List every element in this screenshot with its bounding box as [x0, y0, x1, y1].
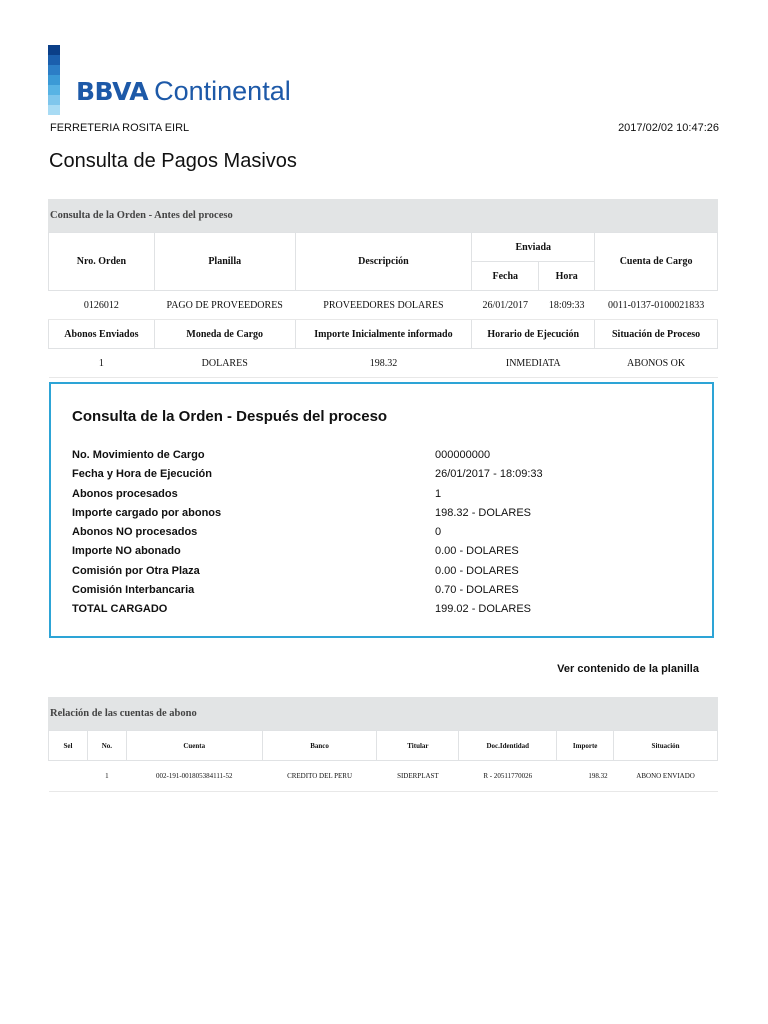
detail-label: Fecha y Hora de Ejecución	[72, 468, 212, 481]
before-process-table	[48, 232, 718, 378]
col-moneda-cargo: Moneda de Cargo	[154, 320, 295, 349]
cell-descripcion: PROVEEDORES DOLARES	[295, 291, 472, 320]
view-planilla-link[interactable]: Ver contenido de la planilla	[557, 663, 699, 675]
logo-continental: Continental	[154, 76, 291, 106]
detail-label: TOTAL CARGADO	[72, 603, 168, 616]
detail-row	[72, 526, 692, 545]
detail-value: 0.00 - DOLARES	[435, 545, 519, 558]
cell-importe: 198.32	[557, 761, 614, 792]
cell-moneda-cargo: DOLARES	[154, 349, 295, 378]
cell-titular: SIDERPLAST	[377, 761, 459, 792]
detail-row	[72, 449, 692, 468]
col-planilla: Planilla	[154, 233, 295, 291]
logo-text	[76, 75, 291, 112]
detail-row	[72, 565, 692, 584]
after-process-title: Consulta de la Orden - Después del proceso	[72, 408, 388, 425]
detail-row	[72, 584, 692, 603]
logo-bar	[48, 55, 60, 65]
col-doc-identidad: Doc.Identidad	[459, 731, 557, 761]
col-enviada: Enviada	[472, 233, 595, 262]
cell-hora: 18:09:33	[539, 291, 595, 320]
detail-value: 199.02 - DOLARES	[435, 603, 531, 616]
detail-row	[72, 507, 692, 526]
detail-value: 1	[435, 487, 442, 500]
logo-bar	[48, 75, 60, 85]
col-hora: Hora	[539, 262, 595, 291]
table-row	[49, 349, 718, 378]
detail-label: Importe NO abonado	[72, 545, 181, 558]
col-situacion-proceso: Situación de Proceso	[595, 320, 718, 349]
col-banco: Banco	[262, 731, 377, 761]
detail-value: 0.00 - DOLARES	[435, 564, 519, 577]
col-horario-ejecucion: Horario de Ejecución	[472, 320, 595, 349]
detail-value: 0	[435, 526, 442, 539]
company-name: FERRETERIA ROSITA EIRL	[50, 122, 190, 134]
after-process-panel	[49, 382, 714, 638]
detail-row	[72, 545, 692, 564]
cell-situacion-proceso: ABONOS OK	[595, 349, 718, 378]
cell-abonos-enviados: 1	[49, 349, 155, 378]
logo-bar	[48, 105, 60, 115]
detail-row	[72, 488, 692, 507]
cell-no: 1	[87, 761, 126, 792]
before-process-title: Consulta de la Orden - Antes del proceso	[48, 199, 718, 232]
detail-value: 0.70 - DOLARES	[435, 584, 519, 597]
cell-horario-ejecucion: INMEDIATA	[472, 349, 595, 378]
cell-importe-inicial: 198.32	[295, 349, 472, 378]
relacion-table	[48, 730, 718, 792]
report-datetime: 2017/02/02 10:47:26	[618, 122, 719, 134]
relacion-panel	[48, 697, 718, 792]
col-importe: Importe	[557, 731, 614, 761]
cell-cuenta-cargo: 0011-0137-0100021833	[595, 291, 718, 320]
col-cuenta: Cuenta	[126, 731, 262, 761]
col-abonos-enviados: Abonos Enviados	[49, 320, 155, 349]
logo-bar	[48, 95, 60, 105]
cell-sel[interactable]	[49, 761, 88, 792]
col-descripcion: Descripción	[295, 233, 472, 291]
detail-label: Abonos NO procesados	[72, 526, 198, 539]
detail-label: Comisión por Otra Plaza	[72, 564, 200, 577]
detail-label: Abonos procesados	[72, 487, 178, 500]
detail-label: Comisión Interbancaria	[72, 584, 195, 597]
logo-bar	[48, 45, 60, 55]
detail-value: 000000000	[435, 449, 491, 461]
logo-bar	[48, 85, 60, 95]
col-nro-orden: Nro. Orden	[49, 233, 155, 291]
detail-label: Importe cargado por abonos	[72, 506, 222, 519]
relacion-title: Relación de las cuentas de abono	[48, 697, 718, 730]
logo-bars-icon	[48, 45, 60, 115]
col-situacion: Situación	[614, 731, 718, 761]
col-sel: Sel	[49, 731, 88, 761]
cell-banco: CREDITO DEL PERU	[262, 761, 377, 792]
logo-bbva: BBVA	[76, 77, 149, 106]
page-title: Consulta de Pagos Masivos	[49, 150, 297, 172]
detail-value: 198.32 - DOLARES	[435, 506, 531, 519]
col-importe-inicial: Importe Inicialmente informado	[295, 320, 472, 349]
table-row	[49, 761, 718, 792]
logo-bar	[48, 65, 60, 75]
cell-doc-identidad: R - 20511770026	[459, 761, 557, 792]
detail-row	[72, 468, 692, 487]
cell-nro-orden: 0126012	[49, 291, 155, 320]
col-cuenta-cargo: Cuenta de Cargo	[595, 233, 718, 291]
col-no: No.	[87, 731, 126, 761]
before-process-panel	[48, 199, 718, 378]
col-titular: Titular	[377, 731, 459, 761]
col-fecha: Fecha	[472, 262, 539, 291]
cell-planilla: PAGO DE PROVEEDORES	[154, 291, 295, 320]
detail-value: 26/01/2017 - 18:09:33	[435, 468, 543, 481]
detail-label: No. Movimiento de Cargo	[72, 449, 205, 461]
detail-row	[72, 603, 692, 622]
table-row	[49, 291, 718, 320]
after-process-list	[72, 449, 692, 623]
cell-situacion: ABONO ENVIADO	[614, 761, 718, 792]
cell-cuenta: 002-191-001805384111-52	[126, 761, 262, 792]
cell-fecha: 26/01/2017	[472, 291, 539, 320]
